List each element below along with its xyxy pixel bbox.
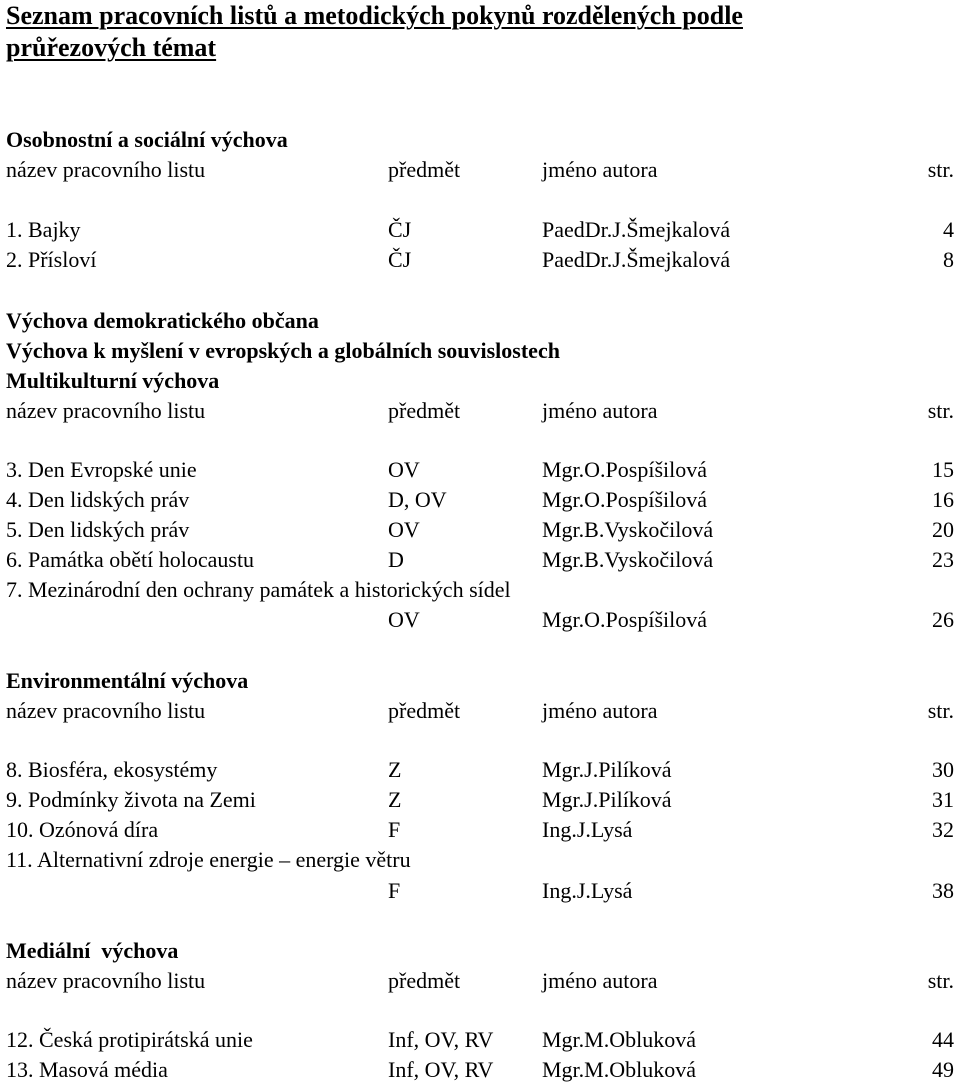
item-author: Mgr.J.Pilíková [542,787,672,812]
item-author: Mgr.O.Pospíšilová [542,487,708,512]
title-line-2: průřezových témat [6,33,217,62]
item-author: Mgr.B.Vyskočilová [542,517,714,542]
header-subject: předmět [388,157,461,182]
item-author: PaedDr.J.Šmejkalová [542,217,731,242]
item-author: Ing.J.Lysá [542,817,633,842]
header-name: název pracovního listu [6,698,206,723]
item-name: 8. Biosféra, ekosystémy [6,757,218,782]
list-item [0,515,960,545]
item-author: Mgr.M.Obluková [542,1027,696,1052]
header-name: název pracovního listu [6,398,206,423]
header-author: jméno autora [542,157,658,182]
item-page: 20 [932,517,954,542]
item-name: 9. Podmínky života na Zemi [6,787,256,812]
item-page: 49 [932,1057,954,1082]
item-subject: Inf, OV, RV [388,1057,494,1082]
item-page: 30 [932,757,954,782]
list-item [0,545,960,575]
item-author: PaedDr.J.Šmejkalová [542,247,731,272]
header-subject: předmět [388,698,461,723]
item-subject: F [388,817,401,842]
list-item [0,1055,960,1085]
item-subject: D [388,547,404,572]
list-item-name-line [0,575,960,605]
section-heading: Výchova demokratického občana [6,308,319,333]
item-name: 3. Den Evropské unie [6,457,197,482]
section-heading: Mediální výchova [6,938,179,963]
list-item [0,485,960,515]
list-item-details-line [0,605,960,635]
item-name: 10. Ozónová díra [6,817,159,842]
item-page: 38 [932,878,954,903]
list-item [0,1025,960,1055]
item-subject: Z [388,787,402,812]
list-item [0,455,960,485]
list-item [0,785,960,815]
item-author: Mgr.J.Pilíková [542,757,672,782]
section-heading: Multikulturní výchova [6,368,220,393]
item-subject: OV [388,517,420,542]
item-page: 31 [932,787,954,812]
header-page: str. [927,398,954,423]
item-subject: Inf, OV, RV [388,1027,494,1052]
list-item-name-line [0,845,960,875]
header-page: str. [927,698,954,723]
item-subject: D, OV [388,487,447,512]
column-headers [0,966,960,996]
item-name: 4. Den lidských práv [6,487,190,512]
item-page: 23 [932,547,954,572]
item-name: 7. Mezinárodní den ochrany památek a historických sídel [6,577,511,602]
list-item-details-line [0,876,960,906]
item-subject: OV [388,457,420,482]
header-author: jméno autora [542,968,658,993]
item-page: 32 [932,817,954,842]
header-page: str. [927,968,954,993]
header-name: název pracovního listu [6,968,206,993]
item-author: Mgr.O.Pospíšilová [542,607,708,632]
item-page: 4 [943,217,954,242]
header-name: název pracovního listu [6,157,206,182]
header-author: jméno autora [542,698,658,723]
section-heading: Výchova k myšlení v evropských a globálních souvislostech [6,338,560,363]
header-author: jméno autora [542,398,658,423]
item-subject: Z [388,757,402,782]
item-page: 44 [932,1027,954,1052]
item-subject: ČJ [388,217,412,242]
list-item [0,755,960,785]
item-author: Mgr.O.Pospíšilová [542,457,708,482]
list-item [0,245,960,275]
item-name: 1. Bajky [6,217,81,242]
page-title-continued [6,32,960,62]
section-heading: Osobnostní a sociální výchova [6,127,288,152]
item-name: 11. Alternativní zdroje energie – energie větru [6,847,411,872]
item-name: 2. Přísloví [6,247,97,272]
item-subject: F [388,878,401,903]
title-line-1: Seznam pracovních listů a metodických pokynů rozdělených podle [6,1,743,30]
header-subject: předmět [388,968,461,993]
list-item [0,815,960,845]
page-title [6,0,960,30]
column-headers [0,155,960,185]
item-author: Ing.J.Lysá [542,878,633,903]
section-heading: Environmentální výchova [6,668,249,693]
column-headers [0,696,960,726]
item-name: 5. Den lidských práv [6,517,190,542]
item-subject: ČJ [388,247,412,272]
item-page: 16 [932,487,954,512]
header-page: str. [927,157,954,182]
list-item [0,215,960,245]
item-name: 13. Masová média [6,1057,168,1082]
item-name: 12. Česká protipirátská unie [6,1027,253,1052]
item-page: 26 [932,607,954,632]
item-author: Mgr.B.Vyskočilová [542,547,714,572]
item-page: 15 [932,457,954,482]
header-subject: předmět [388,398,461,423]
item-author: Mgr.M.Obluková [542,1057,696,1082]
item-page: 8 [943,247,954,272]
column-headers [0,396,960,426]
item-subject: OV [388,607,420,632]
item-name: 6. Památka obětí holocaustu [6,547,255,572]
